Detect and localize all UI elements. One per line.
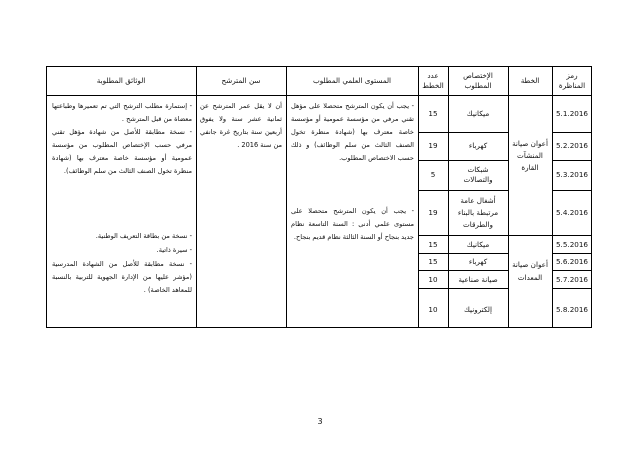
header-code: رمز المناظرة	[558, 71, 586, 90]
code-cell: 5.1.2016	[555, 109, 588, 118]
count-cell: 19	[428, 208, 438, 217]
row-line	[418, 132, 508, 133]
header-specialty: الإختصاص المطلوب	[463, 71, 493, 90]
level-text-1: - يجب أن يكون المترشح متحصلا على مؤهل تقني مرفي من مؤسسة عمومية أو مؤسسة خاصة معترف بها (شهادة منظرة تخول الصنف الثالث من سلم الوظائف) و ذلك حسب الاختصاص المطلوب.	[291, 102, 414, 162]
plan-cell: أعوان صيانة المنشآت القارة	[512, 139, 548, 172]
plan-cell: أعوان صيانة المعدات	[512, 260, 548, 282]
specialty-cell: ميكانيك	[466, 109, 490, 118]
col-line	[508, 66, 509, 328]
row-line	[552, 160, 592, 161]
col-line	[46, 66, 47, 328]
code-cell: 5.6.2016	[555, 257, 588, 266]
table-top-border	[46, 66, 592, 67]
table-bottom-border	[46, 327, 592, 328]
doc-item: - نسخة مطابقة للأصل من الشهادة المدرسية (مؤشر عليها من الإدارة الجهوية للتربية بالنسبة للمعاهد الخاصة) .	[52, 260, 192, 294]
code-cell: 5.5.2016	[555, 240, 588, 249]
row-line	[552, 288, 592, 289]
page-number: 3	[317, 417, 323, 426]
doc-item: - نسخة من بطاقة التعريف الوطنية.	[95, 232, 192, 240]
header-count: عدد الخطط	[422, 71, 444, 90]
row-line	[552, 132, 592, 133]
specialty-cell: إلكترونيك	[464, 305, 492, 314]
code-cell: 5.4.2016	[555, 208, 588, 217]
code-cell: 5.2.2016	[555, 141, 588, 150]
specialty-cell: شبكات والتصالات	[463, 165, 493, 184]
code-cell: 5.8.2016	[555, 305, 588, 314]
col-line	[286, 66, 287, 328]
row-line	[418, 288, 508, 289]
header-level: المستوى العلمي المطلوب	[312, 76, 392, 85]
specialty-cell: كهرباء	[468, 257, 488, 266]
specialty-cell: ميكانيك	[466, 240, 490, 249]
col-line	[196, 66, 197, 328]
row-line	[418, 160, 508, 161]
row-line	[552, 270, 592, 271]
specialty-cell: كهرباء	[468, 141, 488, 150]
row-line	[552, 253, 592, 254]
count-cell: 15	[428, 240, 438, 249]
doc-item: - إستمارة مطلب الترشح التي تم تعميرها وطباعتها معضاة من قبل المترشح .	[52, 102, 192, 123]
doc-item: - نسخة مطابقة للأصل من شهادة مؤهل تقني مرفي حسب الإختصاص المطلوب من مؤسسة عمومية أو مؤسسة خاصة معترف بها (شهادة منظرة تخول الصنف الثالث من سلم الوظائف).	[52, 128, 192, 175]
row-line	[418, 253, 508, 254]
count-cell: 10	[428, 305, 438, 314]
count-cell: 15	[428, 109, 438, 118]
age-text: أن لا يقل عمر المترشح عن ثمانية عشر سنة ولا يفوق أربعين سنة بتاريخ غرة جانفي من سنة 2016 .	[200, 102, 282, 149]
count-cell: 15	[428, 257, 438, 266]
specialty-cell: أشغال عامة مرتبطة بالبناء والطرقات	[457, 196, 499, 229]
specialty-cell: صيانة صناعية	[458, 275, 498, 284]
code-cell: 5.7.2016	[555, 275, 588, 284]
level-text-2: - يجب أن يكون المترشح متحصلا على مستوى علمي أدنى : السنة التاسعة نظام جديد بنجاح أو السنة الثالثة نظام قديم بنجاح.	[291, 207, 414, 241]
doc-item: - سيرة ذاتية.	[156, 246, 192, 254]
row-line	[552, 190, 592, 191]
header-docs: الوثائق المطلوبة	[96, 76, 146, 85]
group-divider	[418, 235, 592, 236]
header-plan: الخطة	[520, 76, 540, 85]
row-line	[418, 190, 508, 191]
header-age: سن المترشح	[221, 76, 261, 85]
count-cell: 19	[428, 141, 438, 150]
count-cell: 5	[430, 170, 436, 179]
code-cell: 5.3.2016	[555, 170, 588, 179]
count-cell: 10	[428, 275, 438, 284]
header-bottom-border	[46, 95, 592, 96]
row-line	[418, 270, 508, 271]
